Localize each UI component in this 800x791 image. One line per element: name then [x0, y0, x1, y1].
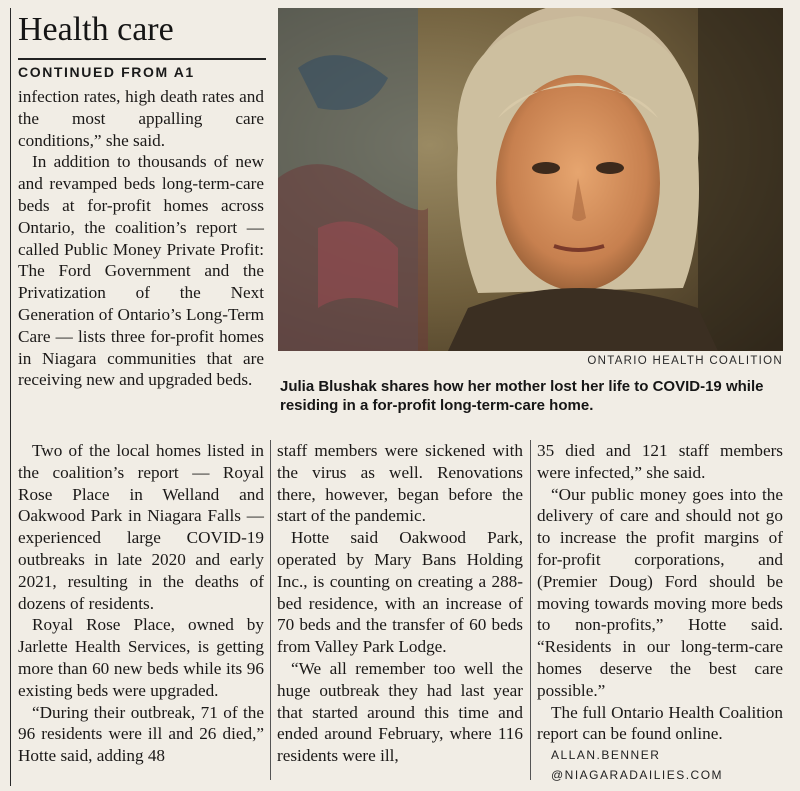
paragraph: The full Ontario Health Coalition report can be found online.	[537, 702, 783, 744]
article-column-1-lower	[18, 440, 264, 767]
column-rule	[530, 440, 531, 780]
column-rule	[270, 440, 271, 780]
section-title: Health care	[18, 11, 174, 48]
paragraph: staff members were sickened with the virus as well. Renovations there, however, began before the start of the pandemic.	[277, 441, 523, 526]
byline-handle: @NIAGARADAILIES.COM	[551, 768, 724, 783]
photo-caption: Julia Blushak shares how her mother lost her life to COVID-19 while residing in a for-profit long-term-care home.	[280, 378, 764, 414]
article-column-1	[18, 86, 264, 391]
paragraph: In addition to thousands of new and revamped beds long-term-care beds at for-profit homes across Ontario, the coalition’s report — called Public Money Private Profit: The Ford Government and the Privatization of the Next Generation of Ontario’s Long-Term Care — lists three for-profit homes in Niagara communities that are receiving new and upgraded beds.	[18, 152, 264, 390]
column-edge-rule	[10, 8, 11, 786]
paragraph: “During their outbreak, 71 of the 96 residents were ill and 26 died,” Hotte said, adding 48	[18, 702, 264, 766]
paragraph: Two of the local homes listed in the coalition’s report — Royal Rose Place in Welland and Oakwood Park in Niagara Falls — experienced large COVID-19 outbreaks in late 2020 and early 2021, resulting in the deaths of dozens of residents.	[18, 441, 264, 613]
article-column-3	[537, 440, 783, 785]
paragraph: 35 died and 121 staff members were infected,” she said.	[537, 441, 783, 482]
paragraph: Hotte said Oakwood Park, operated by Mary Bans Holding Inc., is counting on creating a 288-bed residence, with an increase of 70 beds and the transfer of 60 beds from Valley Park Lodge.	[277, 528, 523, 657]
paragraph: “We all remember too well the huge outbreak they had last year that started around this time and ended around February, where 116 residents were ill,	[277, 658, 523, 766]
paragraph: Royal Rose Place, owned by Jarlette Health Services, is getting more than 60 new beds while its 96 existing beds were upgraded.	[18, 615, 264, 700]
portrait-image	[278, 8, 783, 351]
article-column-2	[277, 440, 523, 767]
continued-from-label: CONTINUED FROM A1	[18, 64, 195, 80]
paragraph: infection rates, high death rates and the most appalling care conditions,” she said.	[18, 87, 264, 150]
kicker-rule	[18, 58, 266, 60]
byline-name: ALLAN.BENNER	[551, 748, 661, 763]
photo-credit: ONTARIO HEALTH COALITION	[587, 355, 783, 367]
paragraph: “Our public money goes into the delivery of care and should not go to increase the profit margins of for-profit corporations, and (Premier Doug) Ford should be moving towards moving more beds to non-profits,” Hotte said. “Residents in our long-term-care homes deserve the best care possible.”	[537, 484, 783, 700]
article-photo	[278, 8, 783, 351]
